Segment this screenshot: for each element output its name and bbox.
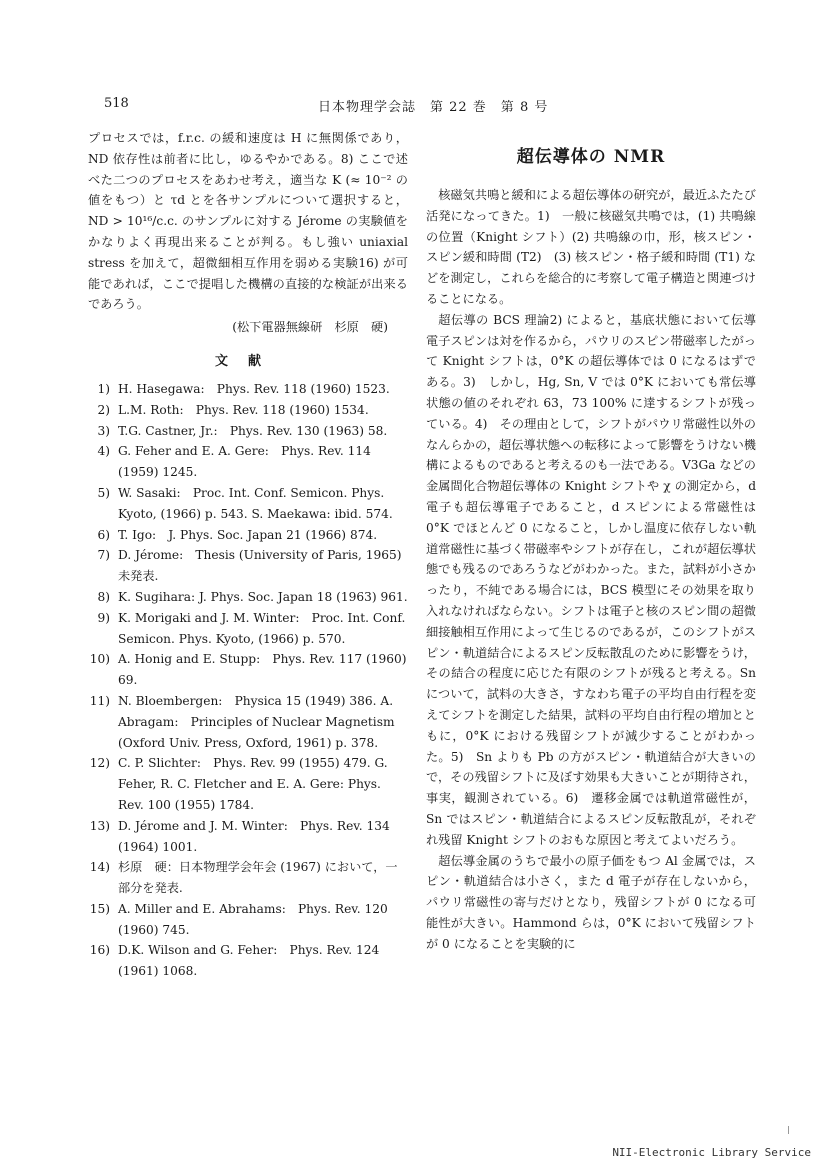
reference-text: D. Jérome and J. M. Winter: Phys. Rev. 134 (1964) 1001.	[118, 818, 390, 854]
left-paragraph: プロセスでは，f.r.c. の緩和速度は H に無関係であり，ND 依存性は前者に比し，ゆるやかである。8) ここで述べた二つのプロセスをあわせ考え，適当な K (≈ 10⁻² の値をもつ）と τd とを各サンプルについて選択すると，ND > 10¹⁶/c.c. のサンプルに対する Jérome の実験値をかなりよく再現出来ることが判る。もし強い uniaxial stress を加えて，超微細相互作用を弱める実験16) が可能であれば，ここで提唱した機構の直接的な検証が出来るであろう。	[88, 131, 408, 312]
reference-item	[88, 899, 408, 941]
reference-text: 杉原 硬：日本物理学会年会 (1967) において，一部分を発表.	[118, 860, 398, 896]
reference-item	[88, 379, 408, 400]
reference-text: L.M. Roth: Phys. Rev. 118 (1960) 1534.	[118, 402, 369, 417]
reference-item	[88, 483, 408, 525]
reference-number: 12)	[89, 756, 110, 771]
page-header	[0, 96, 827, 116]
page-number: 518	[104, 96, 129, 111]
reference-number: 16)	[89, 943, 110, 958]
reference-item	[88, 857, 408, 899]
references-heading: 文献	[214, 353, 281, 369]
reference-item	[88, 400, 408, 421]
reference-number: 8)	[97, 589, 110, 604]
reference-text: D.K. Wilson and G. Feher: Phys. Rev. 124 (1961) 1068.	[118, 943, 380, 979]
reference-number: 10)	[89, 652, 110, 667]
right-column	[426, 128, 756, 954]
reference-number: 11)	[89, 693, 110, 708]
reference-text: H. Hasegawa: Phys. Rev. 118 (1960) 1523.	[118, 381, 390, 396]
reference-item	[88, 441, 408, 483]
right-paragraph-1: 核磁気共鳴と緩和による超伝導体の研究が，最近ふたたび活発になってきた。1) 一般に核磁気共鳴では，(1) 共鳴線の位置（Knight シフト）(2) 共鳴線の巾，形，核スピン・スピン緩和時間 (T2) (3) 核スピン・格子緩和時間 (T1) などを測定し，これらを総合的に考察して電子構造と関連づけることになる。	[426, 188, 756, 306]
right-paragraph-2: 超伝導の BCS 理論2) によると，基底状態において伝導電子スピンは対を作るから，パウリのスピン帯磁率したがって Knight シフトは，0°K の超伝導体では 0 になるはずである。3) しかし，Hg, Sn, V では 0°K においても常伝導状態の値のそれぞれ 63，73 100% に達するシフトが残っている。4) その理由として，シフトがパウリ常磁性以外のなんらかの，超伝導状態への転移によって影響をうけない機構によるものであると考えるのも一法である。V3Ga などの金属間化合物超伝導体の Knight シフトや χ の測定から，d 電子も超伝導電子であること，d スピンによる常磁性は 0°K でほとんど 0 になること，しかし温度に依存しない軌道常磁性に基づく帯磁率やシフトが存在し，これが超伝導状態でも残るのであろうなどがわかった。また，試料が小さかったり，不純である場合には，BCS 模型にその効果を取り入れなければならない。シフトは電子と核のスピン間の超微細接触相互作用によって生じるのであるが，このシフトがスピン・軌道結合によるスピン反転散乱のために影響をうけ，その結合の程度に応じた有限のシフトが残ると考える。Sn について，試料の大きさ，すなわち電子の平均自由行程を変えてシフトを測定した結果，試料の平均自由行程の増加とともに，0°K における残留シフトが減少することがわかった。5) Sn よりも Pb の方がスピン・軌道結合が大きいので，その残留シフトに及ぼす効果も大きいことが期待され，事実，観測されている。6) 遷移金属では軌道常磁性が，Sn ではスピン・軌道結合によるスピン反転散乱が，それぞれ残留 Knight シフトのおもな原因と考えてよいだろう。	[426, 312, 756, 847]
reference-text: T. Igo: J. Phys. Soc. Japan 21 (1966) 874.	[118, 527, 378, 542]
reference-number: 2)	[97, 402, 110, 417]
footer-text: NII-Electronic Library Service	[612, 1146, 811, 1159]
reference-text: K. Morigaki and J. M. Winter: Proc. Int. Conf. Semicon. Phys. Kyoto, (1966) p. 570.	[118, 610, 406, 646]
reference-number: 1)	[97, 381, 110, 396]
reference-number: 15)	[89, 901, 110, 916]
reference-number: 13)	[89, 818, 110, 833]
reference-item	[88, 525, 408, 546]
left-column	[88, 128, 408, 982]
reference-text: A. Honig and E. Stupp: Phys. Rev. 117 (1960) 69.	[118, 652, 407, 688]
reference-list	[88, 379, 408, 982]
reference-text: D. Jérome: Thesis (University of Paris, 1965) 未発表.	[118, 548, 402, 584]
reference-item	[88, 940, 408, 982]
right-paragraph-3: 超伝導金属のうちで最小の原子価をもつ Al 金属では，スピン・軌道結合は小さく，また d 電子が存在しないから，パウリ常磁性の寄与だけとなり，残留シフトが 0 になる可能性が大きい。Hammond らは，0°K において残留シフトが 0 になることを実験的に	[426, 853, 756, 951]
reference-item	[88, 545, 408, 587]
reference-item	[88, 753, 408, 815]
reference-item	[88, 691, 408, 753]
reference-text: T.G. Castner, Jr.: Phys. Rev. 130 (1963) 58.	[118, 423, 388, 438]
reference-number: 6)	[97, 527, 110, 542]
reference-item	[88, 608, 408, 650]
reference-number: 9)	[97, 610, 110, 625]
reference-text: W. Sasaki: Proc. Int. Conf. Semicon. Phys. Kyoto, (1966) p. 543. S. Maekawa: ibid. 574.	[118, 485, 393, 521]
reference-text: A. Miller and E. Abrahams: Phys. Rev. 120 (1960) 745.	[118, 901, 388, 937]
reference-item	[88, 816, 408, 858]
section-title: 超伝導体の NMR	[516, 147, 666, 167]
reference-text: G. Feher and E. A. Gere: Phys. Rev. 114 (1959) 1245.	[118, 444, 371, 480]
reference-number: 7)	[97, 548, 110, 563]
author-signature: (松下電器無線研 杉原 硬)	[232, 320, 388, 335]
reference-number: 14)	[89, 860, 110, 875]
reference-text: N. Bloembergen: Physica 15 (1949) 386. A. Abragam: Principles of Nuclear Magnetism (Oxford Univ. Press, Oxford, 1961) p. 378.	[118, 693, 395, 750]
reference-item	[88, 421, 408, 442]
margin-mark	[788, 1126, 789, 1134]
reference-number: 5)	[97, 485, 110, 500]
reference-text: K. Sugihara: J. Phys. Soc. Japan 18 (1963) 961.	[118, 589, 408, 604]
reference-text: C. P. Slichter: Phys. Rev. 99 (1955) 479. G. Feher, R. C. Fletcher and E. A. Gere: Phys. Rev. 100 (1955) 1784.	[118, 756, 388, 812]
reference-number: 3)	[97, 423, 110, 438]
reference-item	[88, 587, 408, 608]
reference-number: 4)	[97, 444, 110, 459]
reference-item	[88, 649, 408, 691]
journal-title: 日本物理学会誌 第 22 巻 第 8 号	[318, 100, 549, 115]
